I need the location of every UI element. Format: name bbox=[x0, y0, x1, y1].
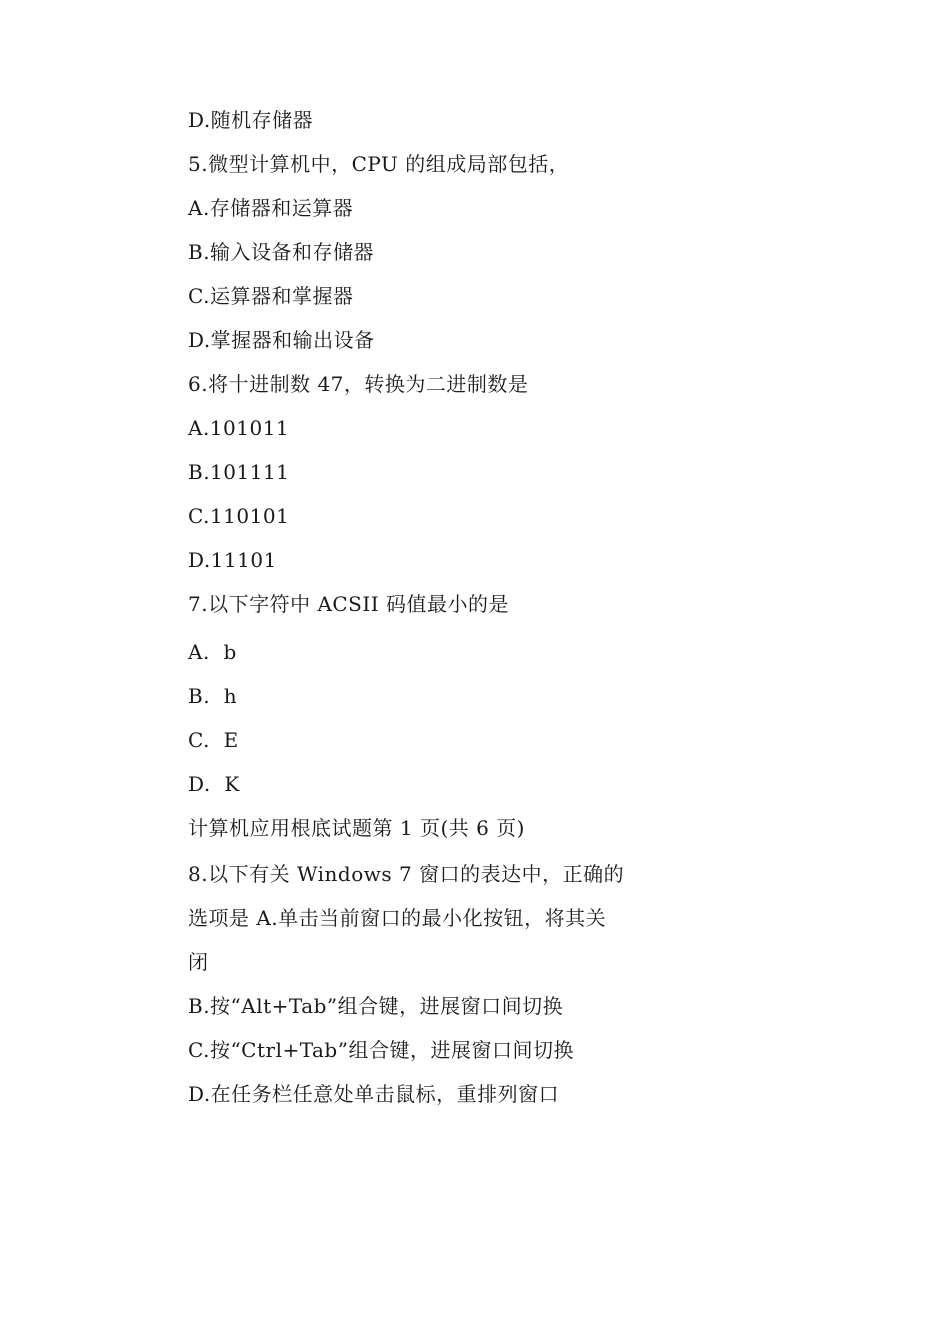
option-d-q4: D.随机存储器 bbox=[188, 108, 314, 132]
question-8-line-3: 闭 bbox=[188, 950, 209, 974]
option-d-q6: D.11101 bbox=[188, 548, 277, 572]
question-8-line-1: 8.以下有关 Windows 7 窗口的表达中，正确的 bbox=[188, 862, 625, 886]
option-c-q5: C.运算器和掌握器 bbox=[188, 284, 354, 308]
option-b-q7: B. h bbox=[188, 684, 238, 708]
option-c-q6: C.110101 bbox=[188, 504, 290, 528]
question-8-line-2: 选项是 A.单击当前窗口的最小化按钮，将其关 bbox=[188, 906, 607, 930]
option-c-q8: C.按“Ctrl+Tab”组合键，进展窗口间切换 bbox=[188, 1038, 574, 1062]
page-footer: 计算机应用根底试题第 1 页(共 6 页) bbox=[188, 816, 525, 840]
question-6: 6.将十进制数 47，转换为二进制数是 bbox=[188, 372, 529, 396]
option-c-q7: C. E bbox=[188, 728, 239, 752]
question-5: 5.微型计算机中，CPU 的组成局部包括， bbox=[188, 152, 570, 176]
option-d-q7: D. K bbox=[188, 772, 240, 796]
option-b-q8: B.按“Alt+Tab”组合键，进展窗口间切换 bbox=[188, 994, 564, 1018]
option-a-q5: A.存储器和运算器 bbox=[188, 196, 354, 220]
option-d-q8: D.在任务栏任意处单击鼠标，重排列窗口 bbox=[188, 1082, 560, 1106]
option-a-q7: A. b bbox=[188, 640, 237, 664]
option-a-q6: A.101011 bbox=[188, 416, 290, 440]
option-d-q5: D.掌握器和输出设备 bbox=[188, 328, 375, 352]
question-7: 7.以下字符中 ACSII 码值最小的是 bbox=[188, 592, 510, 616]
option-b-q6: B.101111 bbox=[188, 460, 290, 484]
option-b-q5: B.输入设备和存储器 bbox=[188, 240, 375, 264]
